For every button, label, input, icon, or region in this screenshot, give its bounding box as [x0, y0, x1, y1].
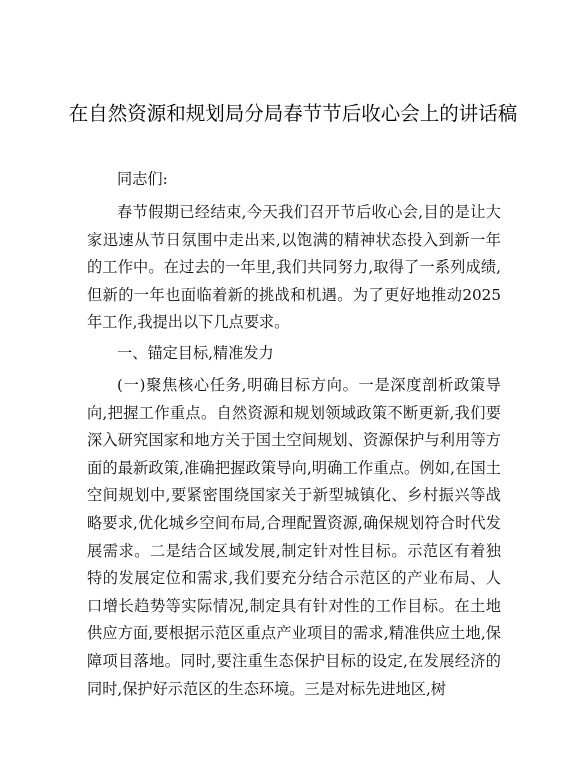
section-heading-1: 一、锚定目标,精准发力 [117, 344, 274, 362]
paragraph-intro: 春节假期已经结束,今天我们召开节后收心会,目的是让大家迅速从节日氛围中走出来,以饱满的精神状态投入到新一年的工作中。在过去的一年里,我们共同努力,取得了一系列成绩,但新的一年也面临着新的挑战和机遇。为了更好地推动2025 年工作,我提出以下几点要求。 [87, 203, 501, 332]
salutation: 同志们: [117, 170, 168, 188]
paragraph-section-1-1: (一)聚焦核心任务,明确目标方向。一是深度剖析政策导向,把握工作重点。自然资源和规划领域政策不断更新,我们要深入研究国家和地方关于国土空间规划、资源保护与利用等方面的最新政策,准确把握政策导向,明确工作重点。例如,在国土空间规划中,要紧密围绕国家关于新型城镇化、乡村振兴等战略要求,优化城乡空间布局,合理配置资源,确保规划符合时代发展需求。二是结合区域发展,制定针对性目标。示范区有着独特的发展定位和需求,我们要充分结合示范区的产业布局、人口增长趋势等实际情况,制定具有针对性的工作目标。在土地供应方面,要根据示范区重点产业项目的需求,精准供应土地,保障项目落地。同时,要注重生态保护目标的设定,在发展经济的同时,保护好示范区的生态环境。三是对标先进地区,树 [87, 376, 501, 698]
document-title: 在自然资源和规划局分局春节节后收心会上的讲话稿 [68, 102, 518, 125]
